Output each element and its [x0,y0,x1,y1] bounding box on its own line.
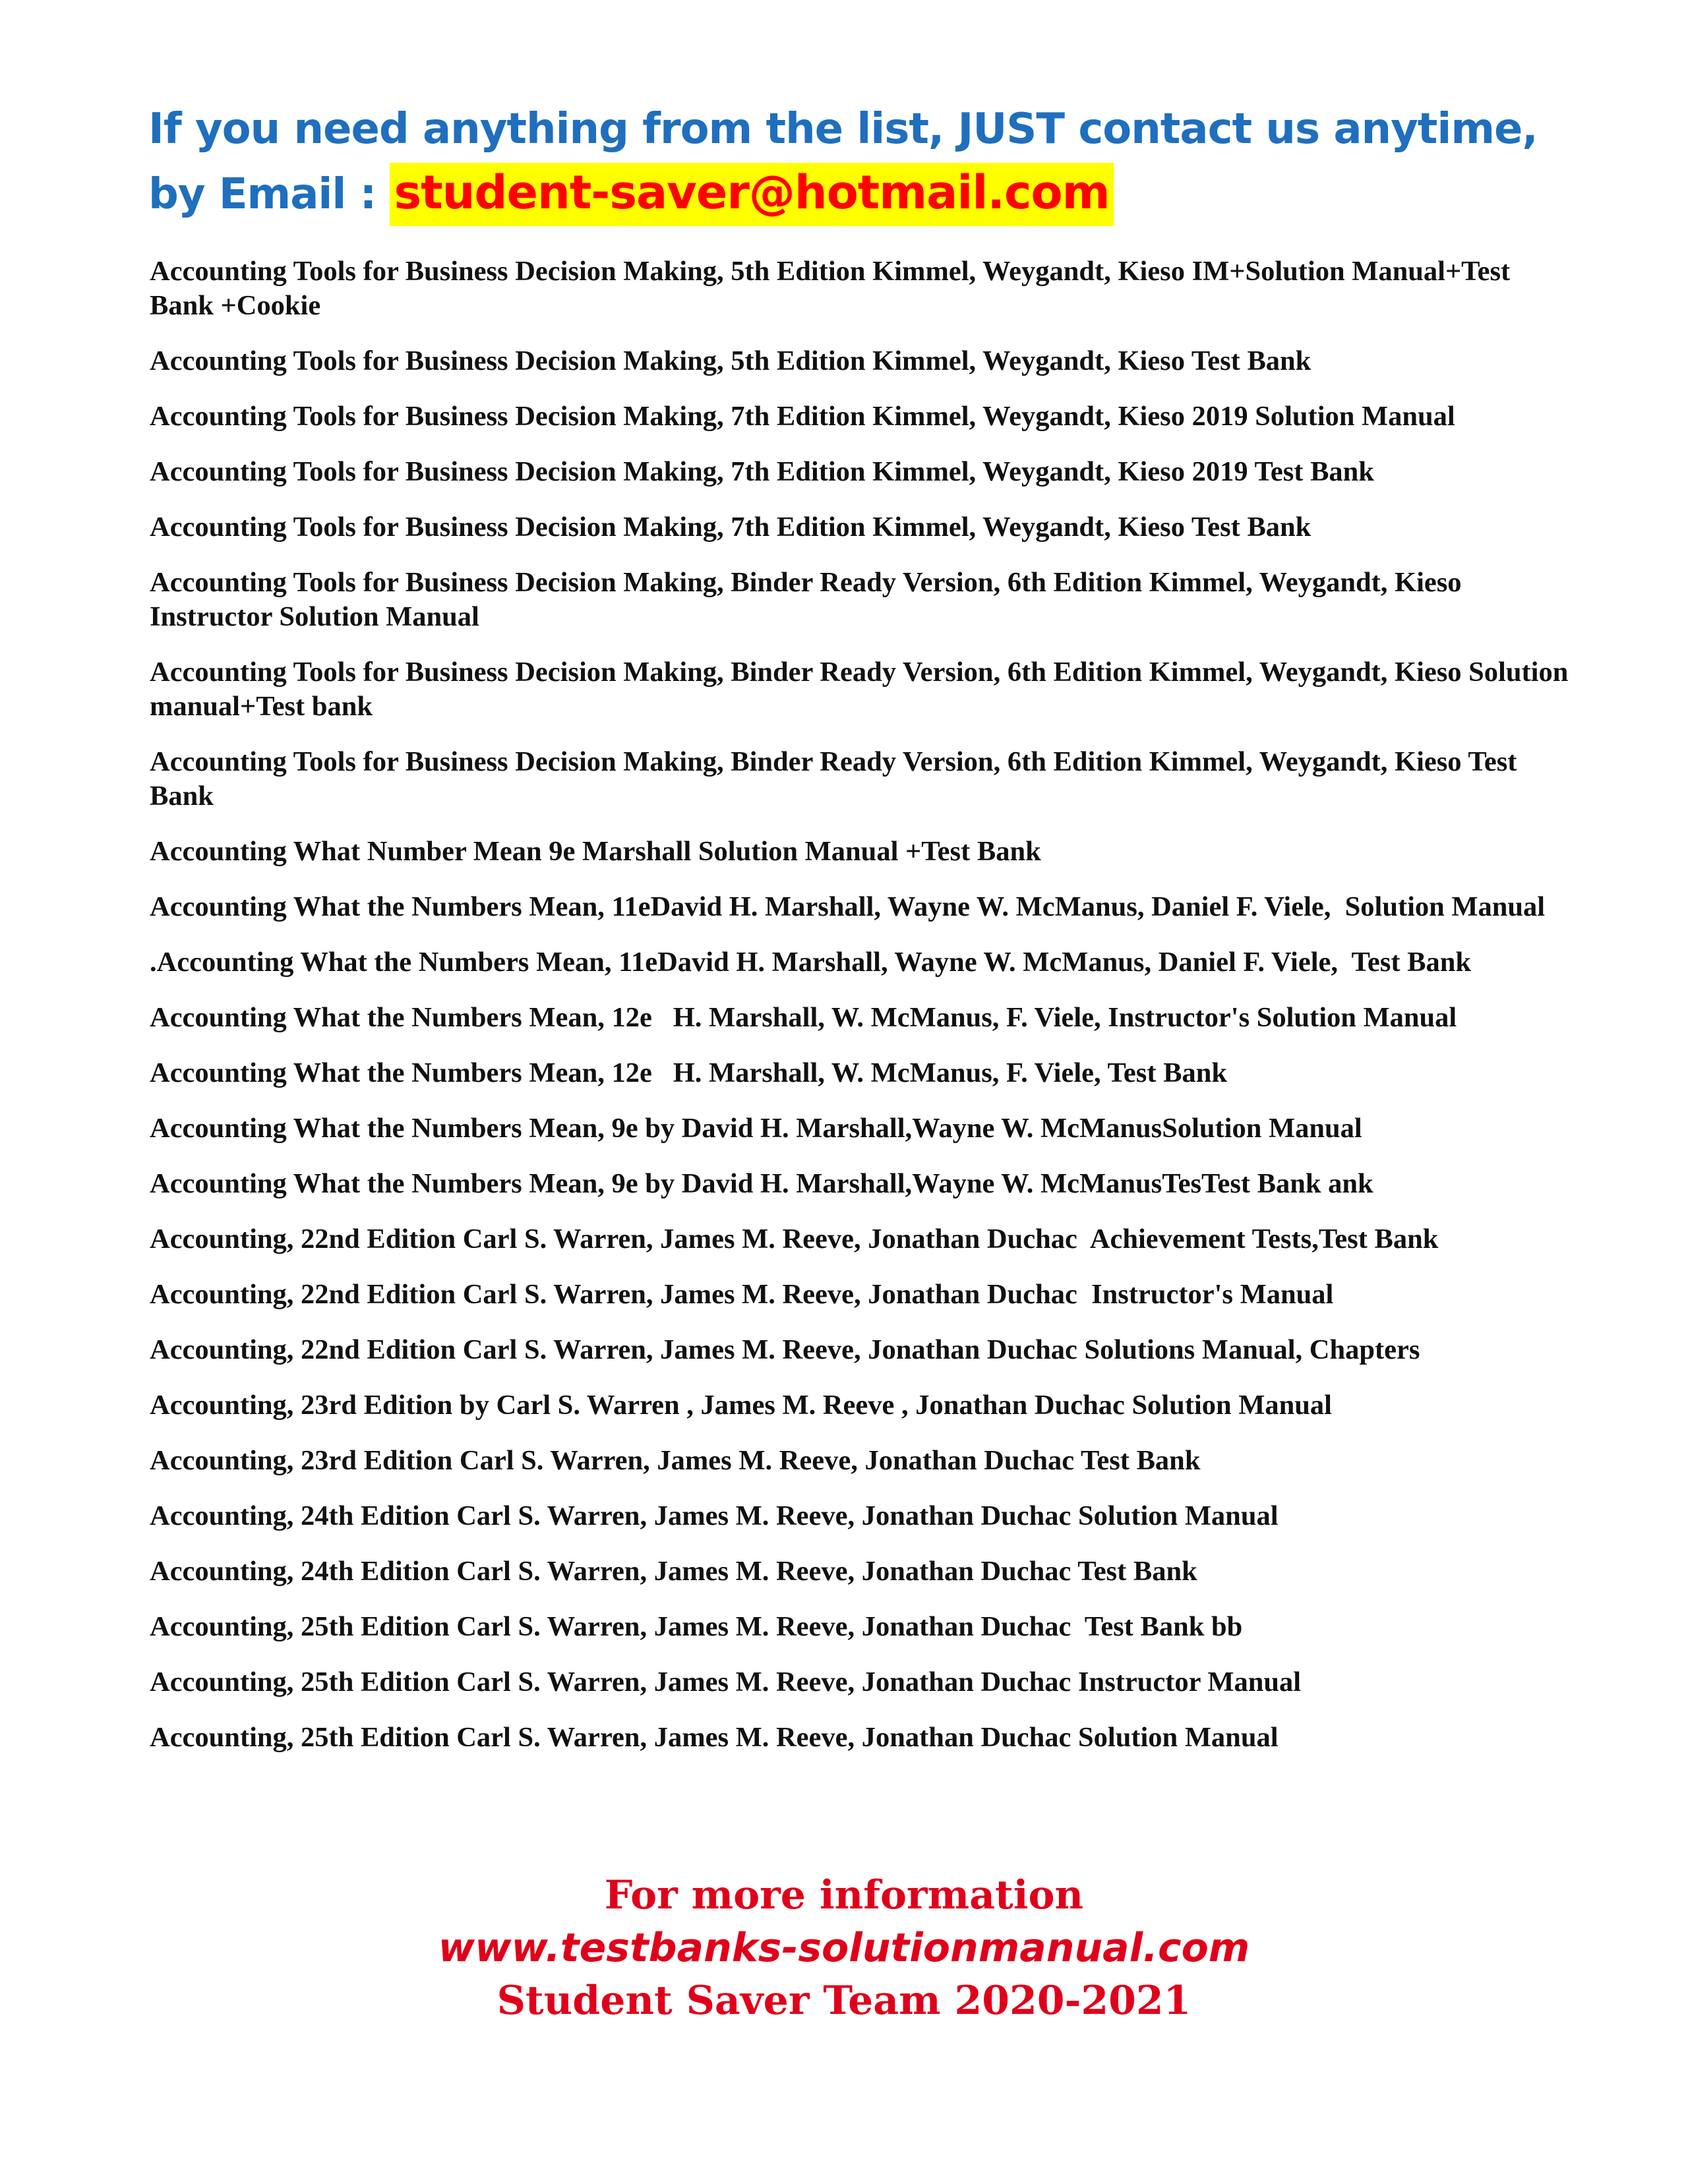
footer-info-text: For more information [604,1872,1084,1918]
list-item: Accounting Tools for Business Decision Making, 5th Edition Kimmel, Weygandt, Kieso IM+Solution Manual+Test Bank +Cookie [150,256,1517,321]
list-item: Accounting, 22nd Edition Carl S. Warren, James M. Reeve, Jonathan Duchac Solutions Manual, Chapters [150,1334,1420,1365]
contact-header [148,98,1599,226]
list-item: Accounting What the Numbers Mean, 11eDavid H. Marshall, Wayne W. McManus, Daniel F. Viele, Solution Manual [150,891,1546,922]
list-item: Accounting, 22nd Edition Carl S. Warren, James M. Reeve, Jonathan Duchac Instructor's Manual [150,1279,1334,1310]
list-item: Accounting What the Numbers Mean, 9e by David H. Marshall,Wayne W. McManusTesTest Bank ank [150,1168,1373,1199]
list-item: Accounting, 25th Edition Carl S. Warren, James M. Reeve, Jonathan Duchac Solution Manual [150,1722,1279,1753]
list-item: Accounting What the Numbers Mean, 12e H. Marshall, W. McManus, F. Viele, Test Bank [150,1057,1227,1088]
list-item: Accounting, 25th Edition Carl S. Warren, James M. Reeve, Jonathan Duchac Instructor Manual [150,1667,1302,1697]
list-item: Accounting, 22nd Edition Carl S. Warren, James M. Reeve, Jonathan Duchac Achievement Tests,Test Bank [150,1224,1439,1254]
team-credit: Student Saver Team 2020-2021 [497,1978,1191,2024]
list-item: Accounting, 24th Edition Carl S. Warren, James M. Reeve, Jonathan Duchac Solution Manual [150,1500,1279,1531]
list-item: .Accounting What the Numbers Mean, 11eDavid H. Marshall, Wayne W. McManus, Daniel F. Viele, Test Bank [150,947,1471,978]
email-address[interactable]: student-saver@hotmail.com [390,163,1113,226]
list-item: Accounting, 23rd Edition Carl S. Warren, James M. Reeve, Jonathan Duchac Test Bank [150,1445,1201,1476]
list-item: Accounting, 24th Edition Carl S. Warren, James M. Reeve, Jonathan Duchac Test Bank [150,1556,1197,1587]
list-item: Accounting Tools for Business Decision Making, 7th Edition Kimmel, Weygandt, Kieso Test Bank [150,512,1311,543]
header-line: If you need anything from the list, JUST contact us anytime, [148,105,1538,154]
email-prefix: by Email : [148,170,390,219]
list-item: Accounting Tools for Business Decision Making, Binder Ready Version, 6th Edition Kimmel, Weygandt, Kieso Solution manual+Test bank [150,657,1575,722]
list-item: Accounting, 25th Edition Carl S. Warren, James M. Reeve, Jonathan Duchac Test Bank bb [150,1611,1243,1642]
website-link[interactable]: www.testbanks-solutionmanual.com [438,1925,1250,1971]
list-item: Accounting What the Numbers Mean, 12e H. Marshall, W. McManus, F. Viele, Instructor's Solution Manual [150,1002,1457,1033]
list-item: Accounting Tools for Business Decision Making, 7th Edition Kimmel, Weygandt, Kieso 2019 Test Bank [150,456,1374,487]
email-line [148,161,1599,226]
list-item: Accounting Tools for Business Decision Making, Binder Ready Version, 6th Edition Kimmel, Weygandt, Kieso Instructor Solution Manual [150,567,1469,632]
list-item: Accounting Tools for Business Decision Making, 7th Edition Kimmel, Weygandt, Kieso 2019 Solution Manual [150,401,1455,432]
list-item: Accounting What Number Mean 9e Marshall Solution Manual +Test Bank [150,836,1041,867]
footer [0,1869,1688,2027]
product-list [150,254,1574,1776]
list-item: Accounting Tools for Business Decision Making, 5th Edition Kimmel, Weygandt, Kieso Test Bank [150,345,1311,376]
list-item: Accounting What the Numbers Mean, 9e by David H. Marshall,Wayne W. McManusSolution Manual [150,1113,1362,1144]
list-item: Accounting Tools for Business Decision Making, Binder Ready Version, 6th Edition Kimmel, Weygandt, Kieso Test Bank [150,746,1524,812]
list-item: Accounting, 23rd Edition by Carl S. Warren , James M. Reeve , Jonathan Duchac Solution Manual [150,1390,1332,1421]
